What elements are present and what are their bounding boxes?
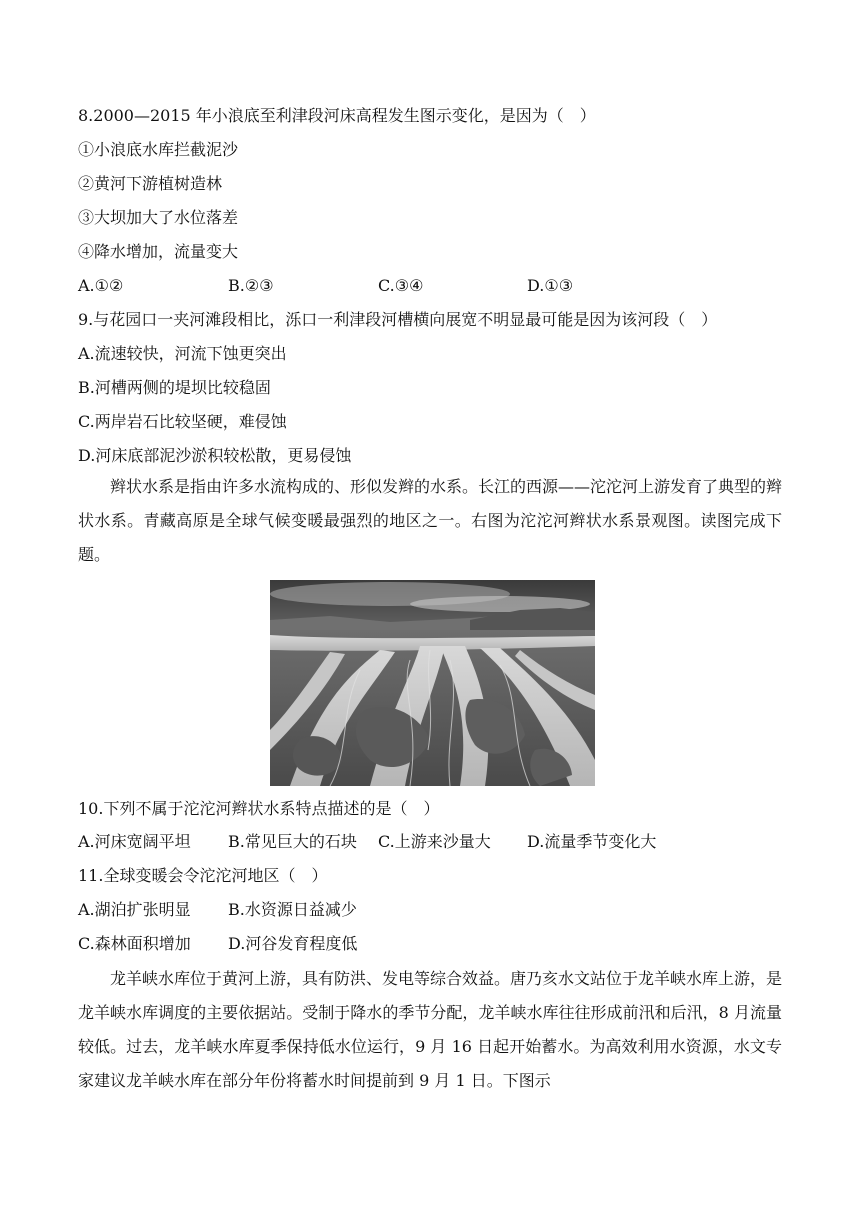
q11-option-c: C.森林面积增加 [78,934,191,953]
q10-option-a: A.河床宽阔平坦 [78,832,191,851]
passage-longyangxia [78,962,782,1098]
q8-item-2: ②黄河下游植树造林 [78,174,223,193]
passage-braided-river [78,470,782,572]
q8-option-a: A.①② [78,276,124,295]
q11-option-b: B.水资源日益减少 [228,900,357,919]
q10-option-b: B.常见巨大的石块 [228,832,357,851]
q8-stem: 8.2000—2015 年小浪底至利津段河床高程发生图示变化，是因为（ ） [78,106,596,125]
q8-option-c: C.③④ [378,276,424,295]
q8-item-3: ③大坝加大了水位落差 [78,208,239,227]
passage-braided-river-text: 辫状水系是指由许多水流构成的、形似发辫的水系。长江的西源——沱沱河上游发育了典型的辫状水系。青藏高原是全球气候变暖最强烈的地区之一。右图为沱沱河辫状水系景观图。读图完成下题。 [78,477,783,564]
q8-option-b: B.②③ [228,276,274,295]
q10-stem: 10.下列不属于沱沱河辫状水系特点描述的是（ ） [78,799,440,818]
q11-option-a: A.湖泊扩张明显 [78,900,191,919]
q8-option-d: D.①③ [527,276,574,295]
q11-option-d: D.河谷发育程度低 [228,934,358,953]
passage-longyangxia-text: 龙羊峡水库位于黄河上游，具有防洪、发电等综合效益。唐乃亥水文站位于龙羊峡水库上游，是龙羊峡水库调度的主要依据站。受制于降水的季节分配，龙羊峡水库往往形成前汛和后汛，8 月流量较低。过去，龙羊峡水库夏季保持低水位运行，9 月 16 日起开始蓄水。为高效利用水资源，水文专家建议龙羊峡水库在部分年份将蓄水时间提前到 9 月 1 日。下图示 [78,969,783,1090]
q10-option-c: C.上游来沙量大 [378,832,491,851]
q10-option-d: D.流量季节变化大 [527,832,657,851]
braided-river-photo [270,580,595,786]
q8-item-1: ①小浪底水库拦截泥沙 [78,140,239,159]
q9-option-c: C.两岸岩石比较坚硬，难侵蚀 [78,412,287,431]
q9-stem: 9.与花园口一夹河滩段相比，泺口一利津段河槽横向展宽不明显最可能是因为该河段（ ） [78,310,718,329]
q8-item-4: ④降水增加，流量变大 [78,242,239,261]
q9-option-b: B.河槽两侧的堤坝比较稳固 [78,378,271,397]
q9-option-a: A.流速较快，河流下蚀更突出 [78,344,287,363]
q11-stem: 11.全球变暖会令沱沱河地区（ ） [78,866,328,885]
q9-option-d: D.河床底部泥沙淤积较松散，更易侵蚀 [78,446,352,465]
